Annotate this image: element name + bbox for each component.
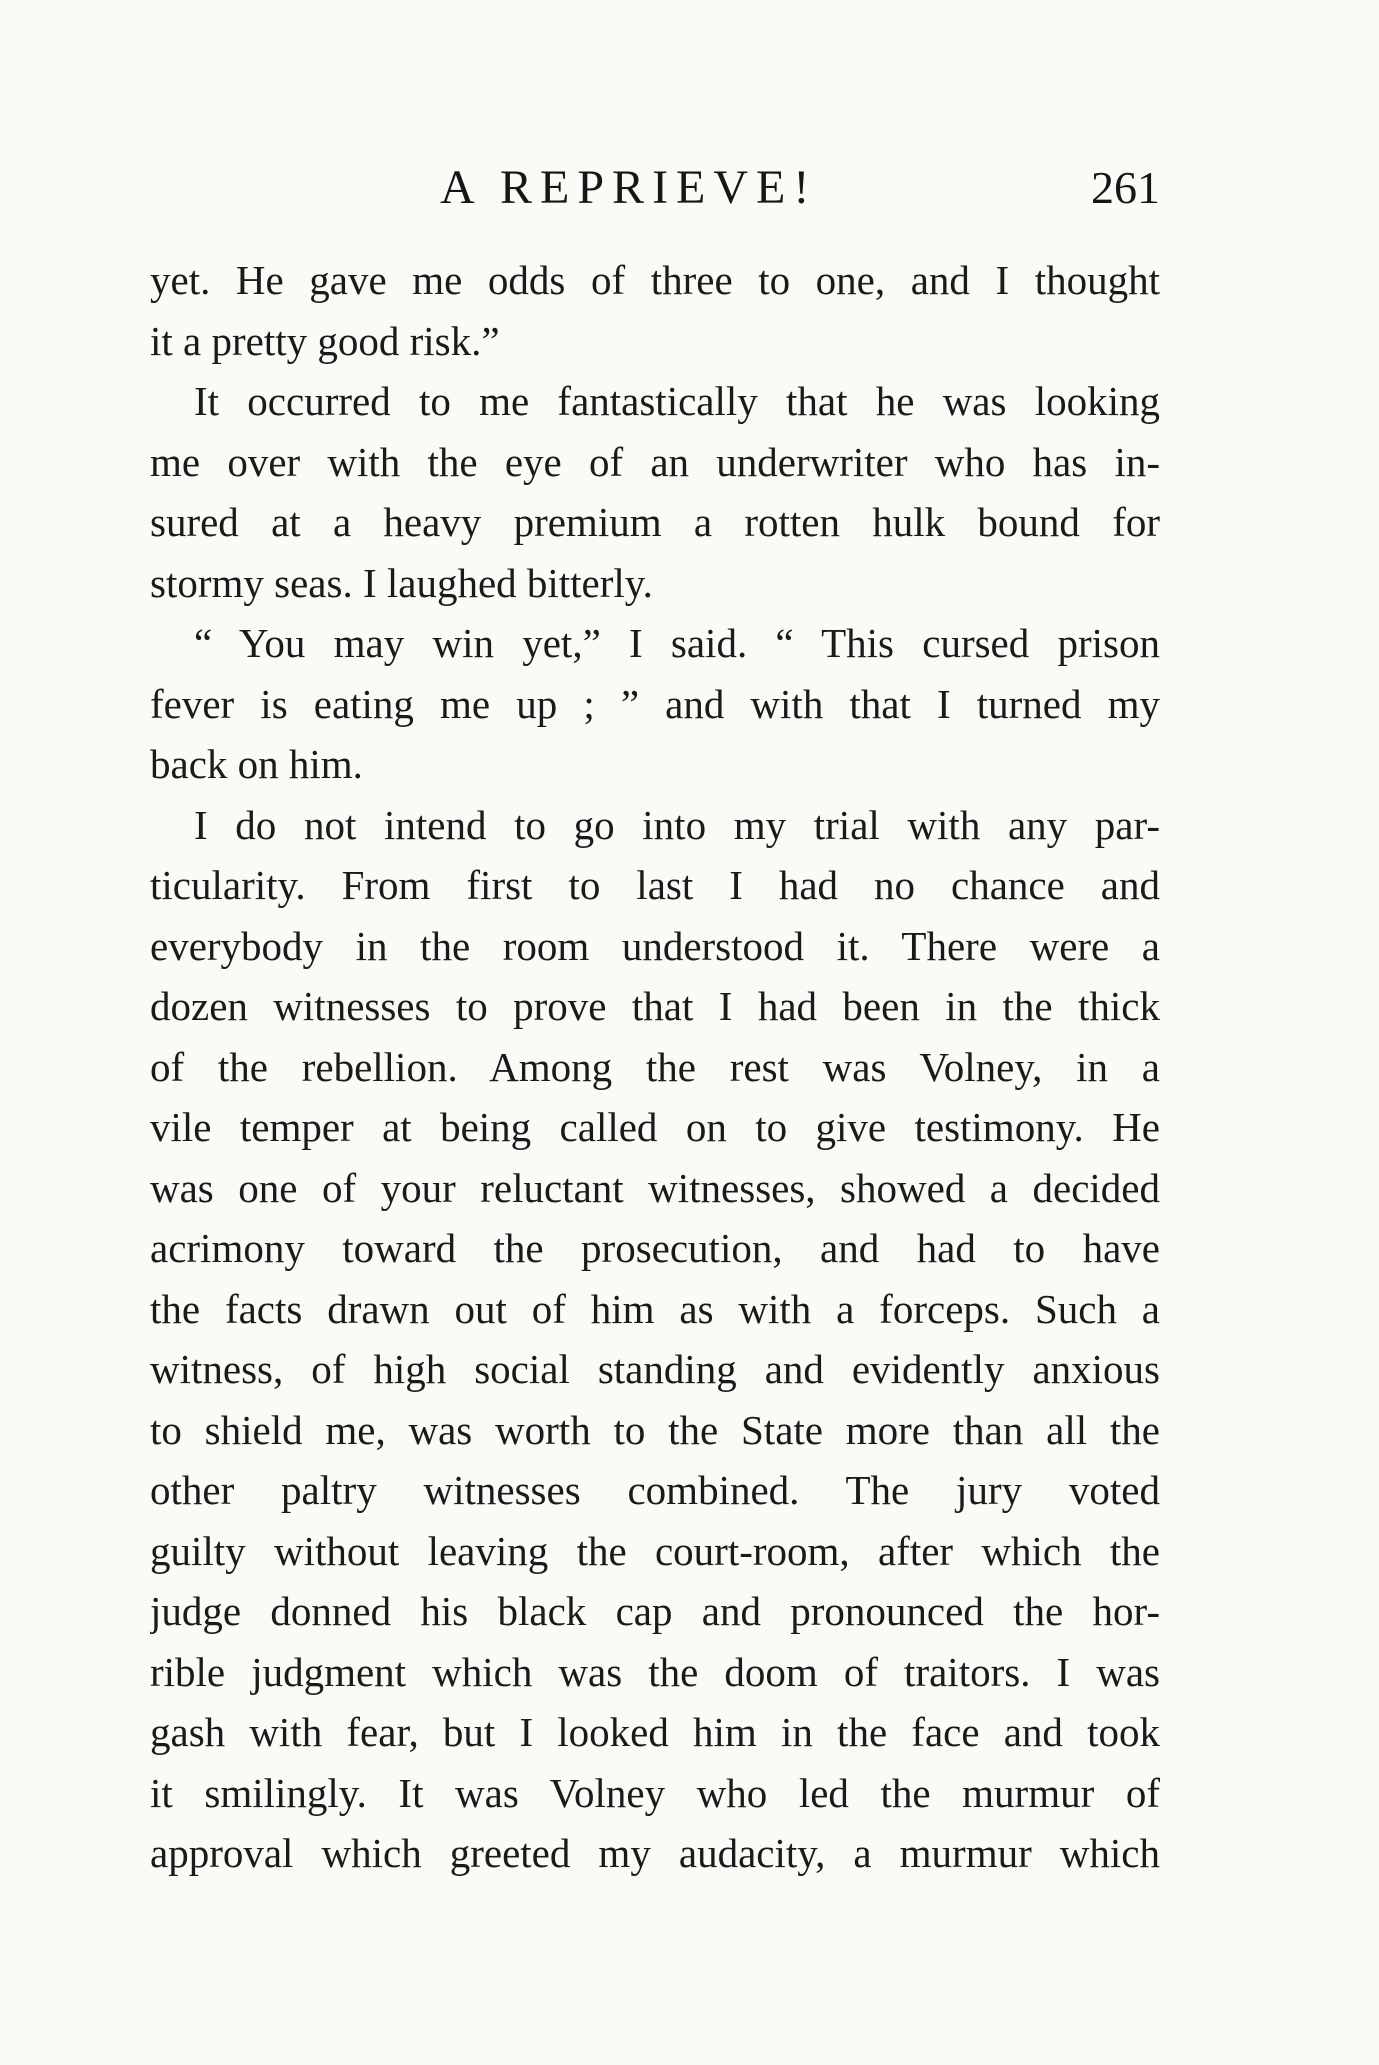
text-line: to shield me, was worth to the State more than all the [150, 1406, 1160, 1453]
body-text [150, 250, 1160, 1884]
text-line: approval which greeted my audacity, a murmur which [150, 1830, 1160, 1876]
text-line: other paltry witnesses combined. The jury voted [150, 1467, 1160, 1513]
text-line: gash with fear, but I looked him in the face and took [150, 1709, 1160, 1755]
text-line: judge donned his black cap and pronounced the hor- [150, 1588, 1160, 1634]
text-line: back on him. [150, 741, 363, 787]
text-line: dozen witnesses to prove that I had been in the thick [150, 983, 1160, 1029]
text-line: “ You may win yet,” I said. “ This cursed prison [194, 620, 1160, 666]
text-line: sured at a heavy premium a rotten hulk bound for [150, 499, 1160, 545]
text-line: guilty without leaving the court-room, after which the [150, 1527, 1160, 1574]
text-line: witness, of high social standing and evidently anxious [150, 1346, 1160, 1392]
text-line: vile temper at being called on to give testimony. He [150, 1104, 1160, 1150]
text-line: I do not intend to go into my trial with any par- [194, 801, 1160, 848]
text-line: the facts drawn out of him as with a forceps. Such a [150, 1285, 1160, 1332]
text-line: acrimony toward the prosecution, and had to have [150, 1225, 1160, 1271]
text-line: me over with the eye of an underwriter who has in- [150, 438, 1160, 485]
text-line: rible judgment which was the doom of traitors. I was [150, 1648, 1160, 1695]
running-title: A REPRIEVE! [440, 161, 818, 214]
text-line: it a pretty good risk.” [150, 317, 500, 364]
text-line: everybody in the room understood it. There were a [150, 922, 1160, 969]
text-line: it smilingly. It was Volney who led the murmur of [150, 1769, 1160, 1816]
text-line: yet. He gave me odds of three to one, and I thought [150, 257, 1160, 303]
text-line: It occurred to me fantastically that he was looking [194, 378, 1160, 424]
running-head [150, 158, 1160, 218]
text-line: ticularity. From first to last I had no chance and [150, 862, 1160, 908]
text-line: was one of your reluctant witnesses, showed a decided [150, 1164, 1160, 1211]
text-line: stormy seas. I laughed bitterly. [150, 559, 653, 606]
text-line: of the rebellion. Among the rest was Volney, in a [150, 1043, 1160, 1090]
text-line: fever is eating me up ; ” and with that I turned my [150, 680, 1160, 727]
page-number: 261 [1091, 162, 1160, 213]
